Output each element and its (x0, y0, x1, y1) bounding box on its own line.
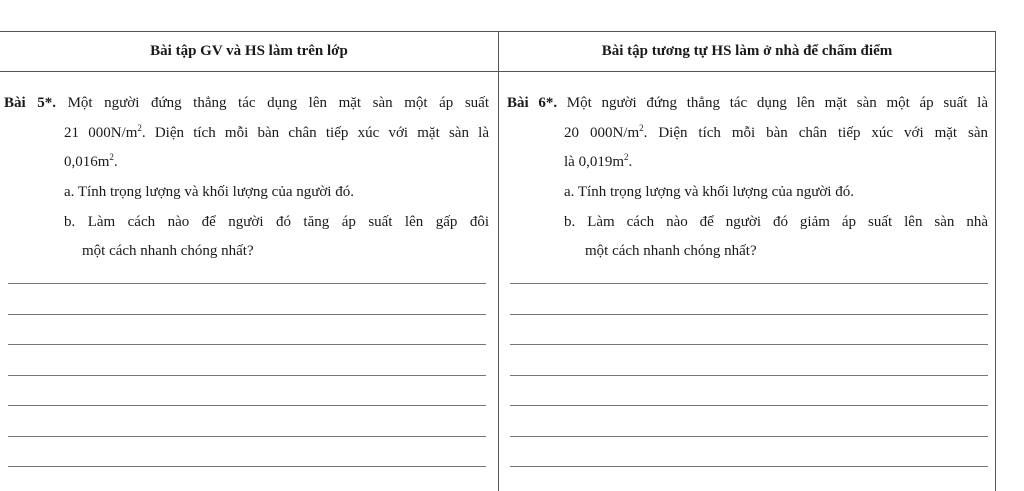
exponent: 2 (639, 123, 644, 133)
answer-line (510, 436, 988, 437)
exercise-6-line3 (564, 149, 632, 175)
exponent: 2 (109, 152, 114, 162)
exercise-5-line2 (64, 120, 489, 146)
answer-line (510, 405, 988, 406)
area-value: 0,016m (64, 154, 110, 170)
answer-line (8, 344, 486, 345)
exponent: 2 (624, 152, 629, 162)
header-right: Bài tập tương tự HS làm ở nhà để chấm điểm (601, 42, 893, 59)
pressure-value: 21 000N/m (64, 125, 138, 141)
exercise-6-line2 (564, 120, 988, 146)
exercise-6-question-b-cont: một cách nhanh chóng nhất? (585, 243, 757, 259)
answer-line (8, 436, 486, 437)
exercise-5-question-b: b. Làm cách nào để người đó tăng áp suất lên gấp đôi (64, 214, 489, 230)
exercise-6-line1 (507, 90, 988, 116)
exercise-5-line1 (4, 90, 489, 116)
exercise-6-text: Một người đứng thẳng tác dụng lên mặt sàn một áp suất là (566, 95, 988, 111)
answer-line (510, 283, 988, 284)
column-divider (498, 31, 499, 491)
exercise-5-question-b-cont: một cách nhanh chóng nhất? (82, 243, 254, 259)
exercise-5-text: Một người đứng thẳng tác dụng lên mặt sàn một áp suất (67, 95, 489, 111)
answer-line (510, 314, 988, 315)
exercise-6-question-a: a. Tính trọng lượng và khối lượng của người đó. (564, 184, 854, 200)
exercise-5-question-a: a. Tính trọng lượng và khối lượng của người đó. (64, 184, 354, 200)
answer-line (510, 344, 988, 345)
answer-line (510, 375, 988, 376)
period: . (113, 154, 118, 170)
exercise-5-line3 (64, 149, 118, 175)
answer-line (8, 405, 486, 406)
area-text: . Diện tích mỗi bàn chân tiếp xúc với mặt sàn là (141, 125, 489, 141)
exponent: 2 (137, 123, 142, 133)
answer-line (510, 466, 988, 467)
answer-line (8, 314, 486, 315)
area-value: là 0,019m (564, 154, 624, 170)
exercise-5-label: Bài 5*. (4, 95, 56, 111)
area-text: . Diện tích mỗi bàn chân tiếp xúc với mặt sàn (643, 125, 989, 141)
header-left: Bài tập GV và HS làm trên lớp (150, 42, 348, 59)
exercise-6-question-b: b. Làm cách nào để người đó giảm áp suất lên sàn nhà (564, 214, 988, 230)
answer-line (8, 375, 486, 376)
exercise-6-label: Bài 6*. (507, 95, 558, 111)
answer-line (8, 466, 486, 467)
pressure-value: 20 000N/m (564, 125, 640, 141)
table-right-border (995, 31, 996, 491)
period: . (628, 154, 633, 170)
answer-line (8, 283, 486, 284)
